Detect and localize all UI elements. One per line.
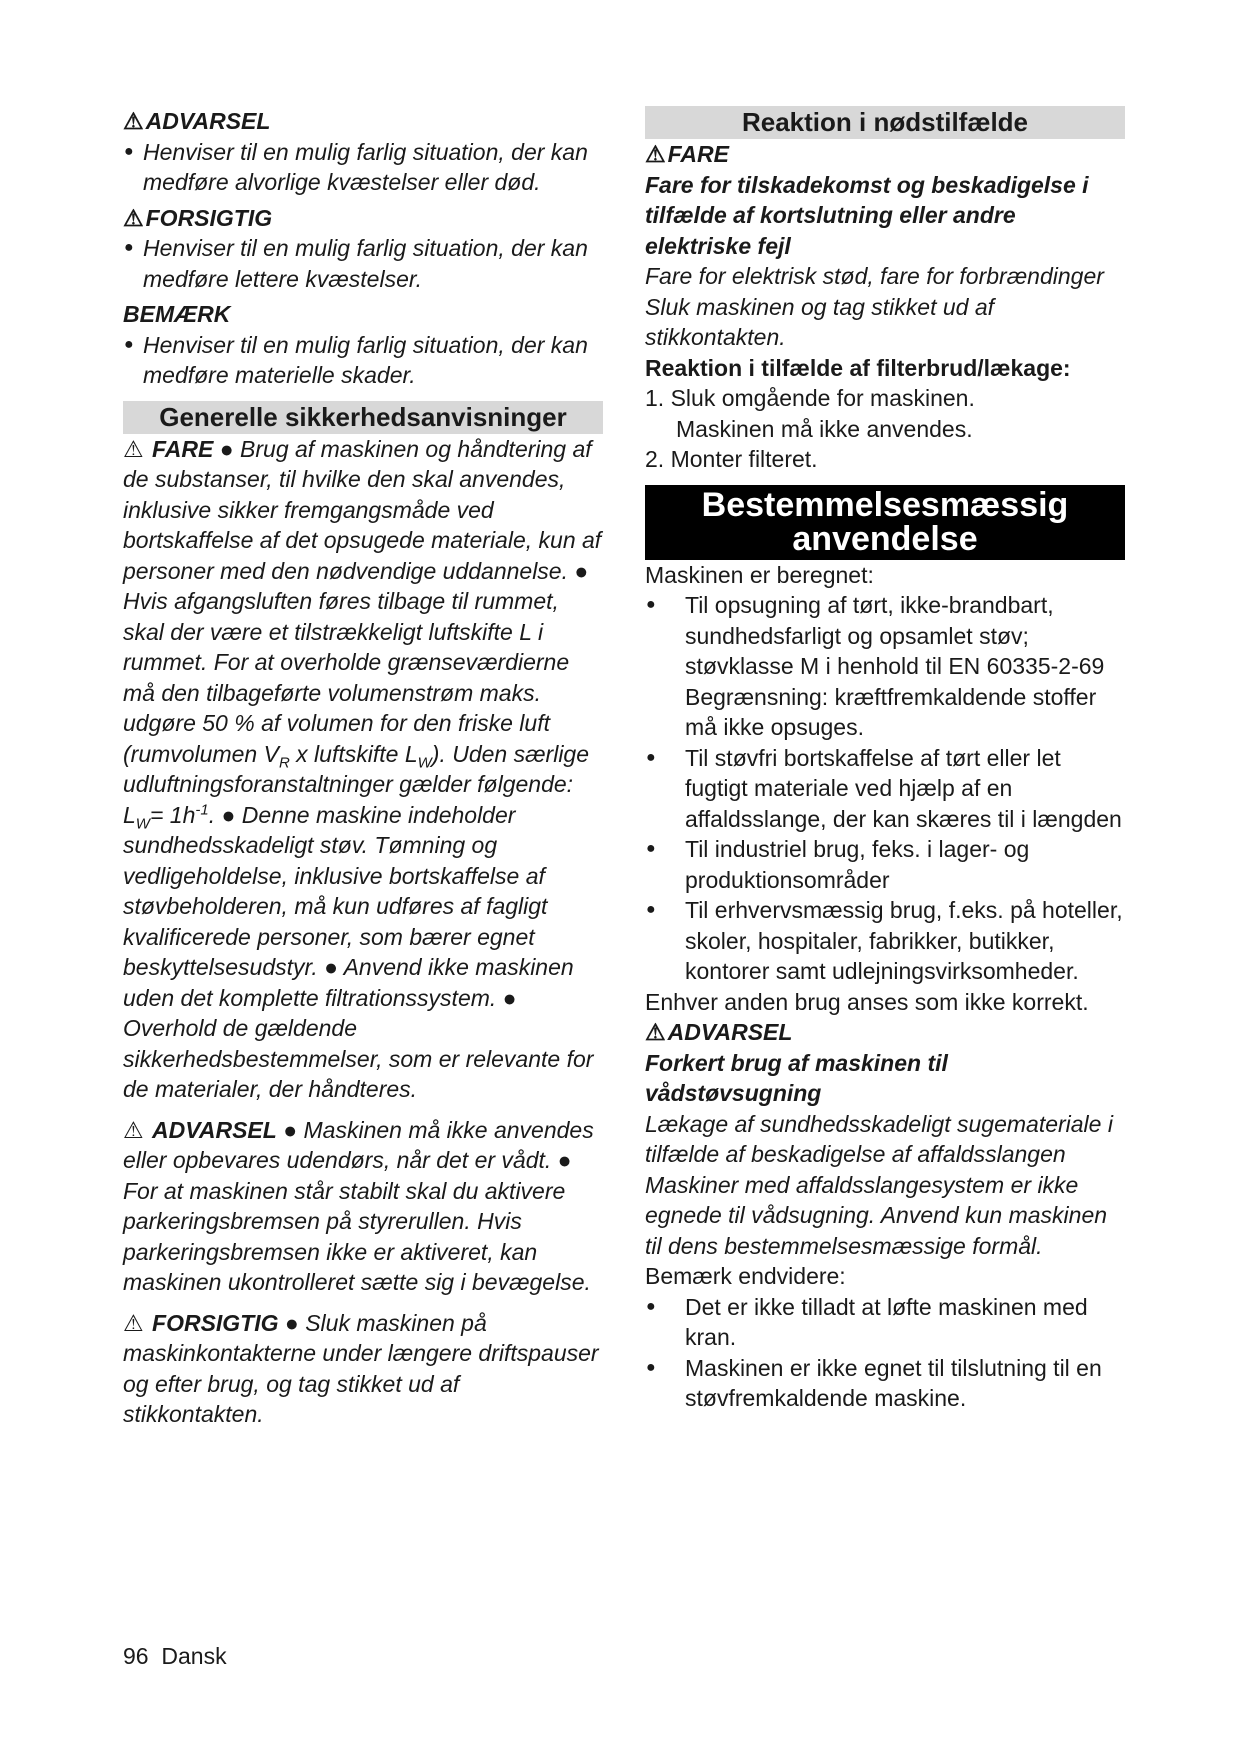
section-heading-intended-use: Bestemmelsesmæssig anvendelse [645,485,1125,560]
fare-label: FARE [152,435,214,462]
advarsel-consequence: Lækage af sundhedsskadeligt sugemateriale i tilfælde af beskadigelse af affaldsslangen [645,1110,1113,1167]
advarsel-paragraph: ⚠ ADVARSEL ● Maskinen må ikke anvendes eller opbevares udendørs, når det er vådt. ● For at maskinen står stabilt skal du aktivere parkeringsbremsen på styrerullen. Hvis parkeringsbremsen ikke er aktiveret, kan maskinen ukontrolleret sætte sig i bevægelse. [123,1116,594,1295]
list-item: ● Det er ikke tilladt at løfte maskinen med kran. [645,1292,1125,1353]
advarsel-hazard-title: Forkert brug af maskinen til vådstøvsugning [645,1049,948,1106]
warning-triangle-icon: ⚠ [123,435,144,462]
section-heading-emergency: Reaktion i nødstilfælde [645,106,1125,139]
bemaerk-heading: BEMÆRK [123,301,231,327]
warning-triangle-icon: ⚠ [645,141,666,167]
fare-hazard-title: Fare for tilskadekomst og beskadigelse i tilfælde af kortslutning eller andre elektriske fejl [645,171,1089,259]
fare-action: Sluk maskinen og tag stikket ud af stikkontakten. [645,293,995,350]
advarsel-action: Maskiner med affaldsslangesystem er ikke egnede til vådsugning. Anvend kun maskinen til dens bestemmelsesmæssige formål. [645,1171,1108,1259]
warning-triangle-icon: ⚠ [123,1309,144,1336]
page-number: 96 [123,1643,149,1669]
list-item: ● Til erhvervsmæssig brug, f.eks. på hoteller, skoler, hospitaler, fabrikker, butikker, kontorer samt udlejningsvirksomheder. [645,895,1125,987]
list-item: ● Til industriel brug, feks. i lager- og produktionsområder [645,834,1125,895]
page-language: Dansk [161,1643,227,1669]
filter-breach-heading: Reaktion i tilfælde af filterbrud/lækage: [645,354,1071,381]
step-item: 1. Sluk omgående for maskinen. [645,385,975,411]
page-footer [123,1641,227,1671]
forsigtig-definition: ● Henviser til en mulig farlig situation, der kan medføre lettere kvæstelser. [123,233,603,294]
fare-paragraph: ⚠ FARE ● Brug af maskinen og håndtering af de substanser, til hvilke den skal anvendes, inklusive sikker fremgangsmåde ved bortskaffelse af det opsugede materiale, kun af personer med den nødvendige uddannelse. ● Hvis afgangsluften føres tilbage til rummet, skal der være et tilstrækkeligt luftskifte L i rummet. For at overholde grænseværdierne må den tilbageførte volumenstrøm maks. udgøre 50 % af volumen for den friske luft (rumvolumen $V_R$ x luftskifte $L_W$). Uden særlige udluftningsforanstaltninger gælder følgende: $L_W= 1h^{-1}$. ● Denne maskine indeholder sundhedsskadeligt støv. Tømning og vedligeholdelse, inklusive bortskaffelse af støvbeholderen, må kun udføres af fagligt kvalificerede personer, som bærer egnet beskyttelsesudstyr. ● Anvend ikke maskinen uden det komplette filtrationssystem. ● Overhold de gældende sikkerhedsbestemmelser, som er relevante for de materialer, der håndteres. [123,435,602,1102]
forsigtig-label: FORSIGTIG [152,1309,279,1336]
fare-consequence: Fare for elektrisk stød, fare for forbrændinger [645,263,1104,289]
step-item: 2. Monter filteret. [645,446,818,472]
forsigtig-paragraph: ⚠ FORSIGTIG ● Sluk maskinen på maskinkontakterne under længere driftspauser og efter brug, og tag stikket ud af stikkontakten. [123,1309,599,1427]
advarsel-heading-right: ⚠ADVARSEL [645,1017,1125,1048]
advarsel-definition: ● Henviser til en mulig farlig situation, der kan medføre alvorlige kvæstelser eller død. [123,137,603,198]
section-heading-general-safety: Generelle sikkerhedsanvisninger [123,401,603,434]
note-intro: Bemærk endvidere: [645,1263,846,1289]
left-column [123,106,603,1430]
list-item: ● Til opsugning af tørt, ikke-brandbart, sundhedsfarligt og opsamlet støv; støvklasse M i henhold til EN 60335-2-69 Begrænsning: kræftfremkaldende stoffer må ikke opsuges. [645,590,1125,743]
warning-triangle-icon: ⚠ [645,1019,666,1045]
forsigtig-heading: ⚠FORSIGTIG [123,203,603,234]
other-use-note: Enhver anden brug anses som ikke korrekt. [645,988,1089,1015]
fare-heading: ⚠FARE [645,139,1125,170]
intended-use-intro: Maskinen er beregnet: [645,561,874,588]
advarsel-heading: ⚠ADVARSEL [123,106,603,137]
list-item: ● Til støvfri bortskaffelse af tørt eller let fugtigt materiale ved hjælp af en affaldsslange, der kan skæres til i længden [645,743,1125,835]
warning-triangle-icon: ⚠ [123,204,144,231]
advarsel-label: ADVARSEL [152,1116,277,1143]
warning-triangle-icon: ⚠ [123,108,144,134]
list-item: ● Maskinen er ikke egnet til tilslutning til en støvfremkaldende maskine. [645,1353,1125,1414]
right-column [645,106,1125,1414]
bemaerk-definition: ● Henviser til en mulig farlig situation, der kan medføre materielle skader. [123,330,603,391]
step-item-detail: Maskinen må ikke anvendes. [676,415,973,442]
warning-triangle-icon: ⚠ [123,1116,144,1143]
